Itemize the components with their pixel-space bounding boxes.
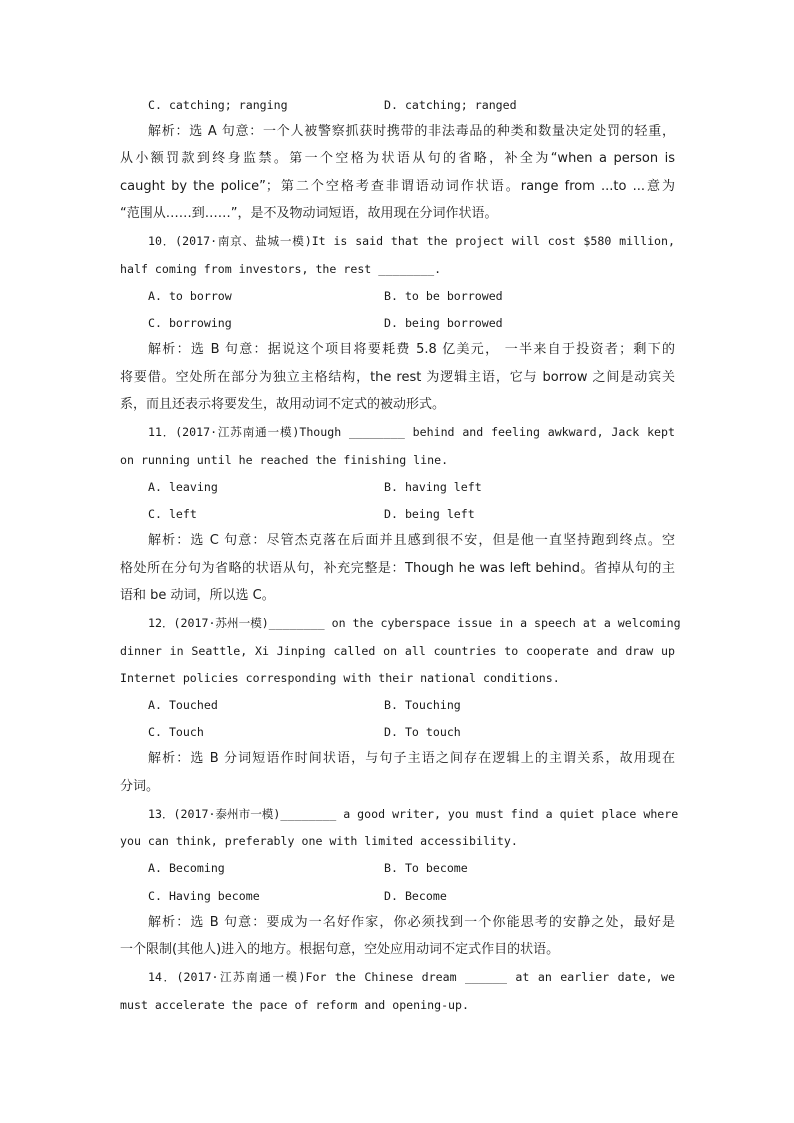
q12-option-c: C. Touch (148, 725, 204, 739)
q11-analysis-line-2: 格处所在分句为省略的状语从句，补充完整是：Though he was left behind。省掉从句的主 (120, 561, 675, 576)
q11-option-c: C. left (148, 507, 197, 521)
q11-option-d: D. being left (384, 507, 475, 521)
q12-analysis-line-2: 分词。 (120, 779, 160, 794)
q9-analysis-line-1: 解析：选 A 句意：一个人被警察抓获时携带的非法毒品的种类和数量决定处罚的轻重， (148, 124, 675, 139)
q9-option-d: D. catching; ranged (384, 98, 517, 112)
q9-analysis-line-2: 从小额罚款到终身监禁。第一个空格为状语从句的省略，补全为“when a person is (120, 151, 675, 166)
q14-stem-line-2: must accelerate the pace of reform and opening-up. (120, 998, 470, 1012)
q13-analysis-line-2: 一个限制(其他人)进入的地方。根据句意，空处应用动词不定式作目的状语。 (120, 942, 560, 957)
q13-analysis-line-1: 解析：选 B 句意：要成为一名好作家，你必须找到一个你能思考的安静之处，最好是 (148, 915, 675, 930)
q9-analysis-line-3: caught by the police”；第二个空格考查非谓语动词作状语。range from ...to ...意为 (120, 179, 675, 194)
q10-analysis-line-1: 解析：选 B 句意：据说这个项目将要耗费 5.8 亿美元， 一半来自于投资者；剩下的 (148, 342, 675, 357)
q10-option-b: B. to be borrowed (384, 289, 503, 303)
q10-option-a: A. to borrow (148, 289, 232, 303)
q13-stem-line-2: you can think, preferably one with limited accessibility. (120, 834, 518, 848)
q12-stem-line-1: 12．(2017·苏州一模)________ on the cyberspace issue in a speech at a welcoming (148, 616, 681, 630)
q10-option-d: D. being borrowed (384, 316, 503, 330)
q11-stem-line-1: 11．(2017·江苏南通一模)Though ________ behind and feeling awkward, Jack kept (148, 425, 675, 439)
q10-analysis-line-3: 系，而且还表示将要发生，故用动词不定式的被动形式。 (120, 397, 446, 412)
q11-analysis-line-1: 解析：选 C 句意：尽管杰克落在后面并且感到很不安，但是他一直坚持跑到终点。空 (148, 533, 675, 548)
q12-stem-line-3: Internet policies corresponding with their national conditions. (120, 671, 560, 685)
q12-option-a: A. Touched (148, 698, 218, 712)
q11-option-b: B. having left (384, 480, 482, 494)
q13-option-d: D. Become (384, 889, 447, 903)
q11-analysis-line-3: 语和 be 动词，所以选 C。 (120, 588, 275, 603)
q10-stem-line-2: half coming from investors, the rest ________. (120, 262, 442, 276)
q12-stem-line-2: dinner in Seattle, Xi Jinping called on all countries to cooperate and draw up (120, 644, 675, 658)
q13-option-b: B. To become (384, 861, 468, 875)
q13-option-c: C. Having become (148, 889, 260, 903)
q11-stem-line-2: on running until he reached the finishing line. (120, 453, 449, 467)
q13-option-a: A. Becoming (148, 861, 225, 875)
q12-analysis-line-1: 解析：选 B 分词短语作时间状语，与句子主语之间存在逻辑上的主谓关系，故用现在 (148, 751, 675, 766)
q13-stem-line-1: 13．(2017·泰州市一模)________ a good writer, you must find a quiet place where (148, 807, 679, 821)
q11-option-a: A. leaving (148, 480, 218, 494)
q12-option-d: D. To touch (384, 725, 461, 739)
q10-stem-line-1: 10．(2017·南京、盐城一模)It is said that the project will cost $580 million, (148, 234, 675, 248)
q10-analysis-line-2: 将要借。空处所在部分为独立主格结构，the rest 为逻辑主语，它与 borrow 之间是动宾关 (120, 370, 675, 385)
q9-option-c: C. catching; ranging (148, 98, 288, 112)
q9-analysis-line-4: “范围从……到……”，是不及物动词短语，故用现在分词作状语。 (120, 206, 498, 221)
q14-stem-line-1: 14．(2017·江苏南通一模)For the Chinese dream ______ at an earlier date, we (148, 970, 675, 984)
q10-option-c: C. borrowing (148, 316, 232, 330)
q12-option-b: B. Touching (384, 698, 461, 712)
